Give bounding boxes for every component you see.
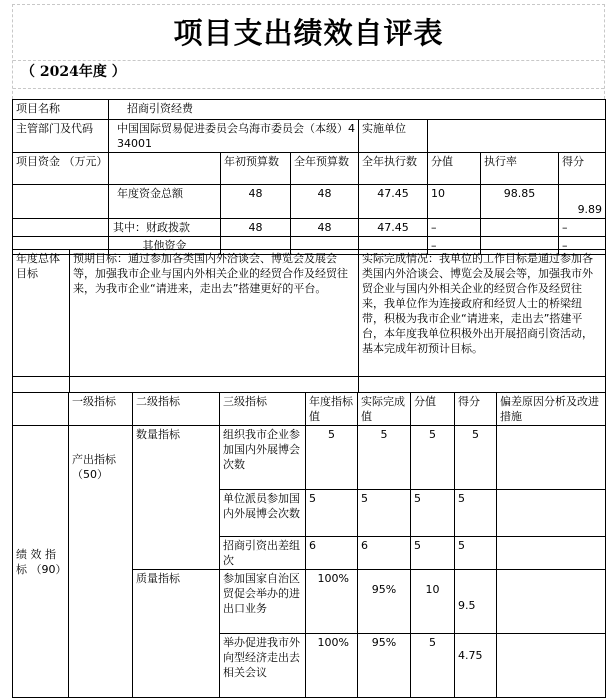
- col-header: 分值: [411, 393, 455, 426]
- weight: 5: [411, 426, 455, 490]
- page-title: 项目支出绩效自评表: [173, 16, 444, 50]
- blank-cell: [13, 393, 69, 426]
- dept-label: 主管部门及代码: [13, 120, 109, 153]
- fund-full: 48: [291, 185, 359, 219]
- goals-actual: 实际完成情况：我单位的工作目标是通过参加各类国内外洽谈会、博览会及展会等，加强我市外贸企业与国内外相关企业的经贸合作及经贸往来，我单位作为连接政府和经贸人士的桥梁纽带，积极为我市企业“请进来，走出去”搭建平台，本年度我单位积极外出开展招商引资活动，基本完成年初预计目标。: [359, 250, 606, 377]
- fund-score: –: [559, 237, 606, 255]
- col-header: 一级指标: [69, 393, 133, 426]
- indicator-name: 参加国家自治区贸促会举办的进出口业务: [220, 570, 306, 634]
- fund-score-val: –: [428, 237, 481, 255]
- col-header: 偏差原因分析及改进措施: [497, 393, 606, 426]
- impl-label: 实施单位: [359, 120, 428, 153]
- target: 5: [306, 490, 358, 537]
- note: [497, 634, 606, 698]
- indicator-name: 单位派员参加国内外展博会次数: [220, 490, 306, 537]
- col-header: 年初预算数: [221, 153, 291, 185]
- fund-rate: 98.85: [481, 185, 559, 219]
- col-header: 三级指标: [220, 393, 306, 426]
- table-row: [13, 219, 606, 237]
- blank-cell: [70, 377, 359, 393]
- note: [497, 426, 606, 490]
- target: 6: [306, 537, 358, 570]
- col-header: 全年执行数: [359, 153, 428, 185]
- score: 5: [455, 426, 497, 490]
- blank-cell: [13, 219, 109, 237]
- fund-init: 48: [221, 219, 291, 237]
- note: [497, 490, 606, 537]
- performance-group: 绩 效 指 标 （90）: [13, 426, 69, 698]
- blank-cell: [13, 377, 70, 393]
- fund-score-val: –: [428, 219, 481, 237]
- quality-indicator: 质量指标: [133, 570, 220, 698]
- title-band: [12, 4, 605, 99]
- table-row: [13, 185, 606, 219]
- indicators-table: [12, 392, 606, 698]
- fund-init: 48: [221, 185, 291, 219]
- weight: 5: [411, 634, 455, 698]
- funds-table: [12, 99, 606, 255]
- fund-exec: 47.45: [359, 219, 428, 237]
- project-name-label: 项目名称: [13, 100, 109, 120]
- weight: 10: [411, 570, 455, 634]
- col-header: 分值: [428, 153, 481, 185]
- score: 9.5: [455, 570, 497, 634]
- note: [497, 537, 606, 570]
- blank-cell: [13, 185, 109, 219]
- goals-expected: 预期目标：通过参加各类国内外洽谈会、博览会及展会等，加强我市企业与国内外相关企业的经贸合作及经贸往来，为我市企业“请进来，走出去”搭建更好的平台。: [70, 250, 359, 377]
- score: 4.75: [455, 634, 497, 698]
- col-header: 实际完成值: [358, 393, 411, 426]
- actual: 5: [358, 426, 411, 490]
- actual: 6: [358, 537, 411, 570]
- col-header: 二级指标: [133, 393, 220, 426]
- fund-score: 9.89: [559, 185, 606, 219]
- note: [497, 570, 606, 634]
- funds-label: 项目资金 （万元）: [13, 153, 109, 185]
- target: 100%: [306, 634, 358, 698]
- goals-table: [12, 249, 606, 393]
- year-subtitle: （ 2024年度 ）: [13, 60, 604, 89]
- col-header: 执行率: [481, 153, 559, 185]
- col-header: 得分: [455, 393, 497, 426]
- col-header: 全年预算数: [291, 153, 359, 185]
- blank-cell: [359, 377, 606, 393]
- project-name: 招商引资经费: [109, 100, 606, 120]
- fund-full: 48: [291, 219, 359, 237]
- target: 100%: [306, 570, 358, 634]
- fund-score: –: [559, 219, 606, 237]
- indicator-name: 组织我市企业参加国内外展博会次数: [220, 426, 306, 490]
- dept-value: 中国国际贸易促进委员会乌海市委员会（本级）434001: [109, 120, 359, 153]
- fund-score-val: 10: [428, 185, 481, 219]
- col-header: 年度指标值: [306, 393, 358, 426]
- impl-value: [428, 120, 606, 153]
- actual: 5: [358, 490, 411, 537]
- fund-name: 年度资金总额: [109, 185, 221, 219]
- fund-rate: [481, 219, 559, 237]
- target: 5: [306, 426, 358, 490]
- actual: 95%: [358, 570, 411, 634]
- quantity-indicator: 数量指标: [133, 426, 220, 570]
- fund-exec: 47.45: [359, 185, 428, 219]
- actual: 95%: [358, 634, 411, 698]
- indicator-name: 招商引资出差组次: [220, 537, 306, 570]
- table-row: [13, 426, 606, 490]
- weight: 5: [411, 490, 455, 537]
- indicator-name: 举办促进我市外向型经济走出去相关会议: [220, 634, 306, 698]
- score: 5: [455, 537, 497, 570]
- level1-indicator: 产出指标 （50）: [69, 426, 133, 698]
- fund-name: 其他资金: [109, 237, 221, 255]
- weight: 5: [411, 537, 455, 570]
- score: 5: [455, 490, 497, 537]
- fund-name: 其中：财政拨款: [109, 219, 221, 237]
- col-header: 得分: [559, 153, 606, 185]
- funds-blank: [109, 153, 221, 185]
- goals-label: 年度总体目标: [13, 250, 70, 377]
